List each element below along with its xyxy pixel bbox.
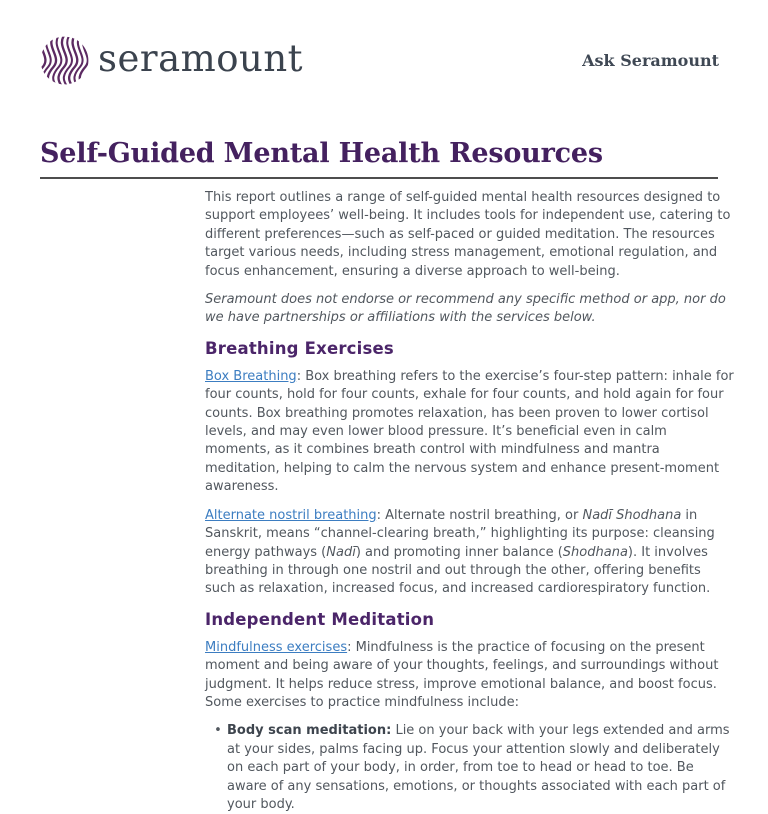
alternate-nostril-paragraph — [205, 507, 735, 599]
text-run: Shodhana — [562, 544, 628, 560]
text-run: Nadī — [326, 544, 356, 560]
body-scan-list-item — [205, 722, 735, 814]
text-run: ) and promoting inner balance ( — [355, 544, 563, 560]
text-run: This report outlines a range of self-guided mental health resources designed to support employees’ well-being. It includes tools for independent use, catering to different preferences—such as self-paced or guided meditation. The resources target various needs, including stress management, emotional regulation, and focus enhancement, ensuring a diverse approach to well-being. — [205, 190, 731, 279]
section-heading-breathing-exercises: Breathing Exercises — [205, 338, 394, 358]
section-heading-independent-meditation: Independent Meditation — [205, 609, 435, 629]
text-run: Body scan meditation: — [227, 723, 392, 739]
text-run: : Mindfulness is the practice of focusing on the present moment and being aware of your thoughts, feelings, and surroundings without judgment. It helps reduce stress, improve emotional balance, and boost focus. Some exercises to practice mindfulness include: — [205, 639, 719, 710]
text-run: Lie on your back with your legs extended and arms at your sides, palms facing up. Focus your attention slowly and deliberately on each part of your body, in order, from toe to head or head to toe. Be aware of any sensations, emotions, or thoughts associated with each part of your body. — [227, 723, 730, 812]
ask-seramount-link[interactable]: Ask Seramount — [582, 51, 719, 70]
text-run: in Sanskrit, means “channel-clearing breath,” highlighting its purpose: cleansing energy pathways ( — [205, 507, 715, 560]
intro-paragraph — [205, 189, 735, 281]
mindfulness-exercises-link[interactable]: Mindfulness exercises — [205, 639, 348, 655]
seramount-wordmark: seramount — [98, 37, 304, 80]
text-run: ). It involves breathing in through one nostril and out through the other, offering benefits such as relaxation, increased focus, and increased cardiorespiratory function. — [205, 544, 711, 597]
title-block — [40, 139, 718, 179]
document-body — [205, 189, 735, 814]
box-breathing-paragraph — [205, 368, 735, 497]
text-run: Seramount does not endorse or recommend any specific method or app, nor do we have partnerships or affiliations with the services below. — [205, 292, 726, 326]
alternate-nostril-breathing-link[interactable]: Alternate nostril breathing — [205, 507, 377, 523]
disclaimer-paragraph — [205, 291, 735, 328]
box-breathing-link[interactable]: Box Breathing — [205, 368, 297, 384]
mindfulness-paragraph — [205, 639, 735, 713]
text-run: : Alternate nostril breathing, or — [376, 507, 583, 523]
page-title: Self-Guided Mental Health Resources — [40, 138, 603, 169]
text-run: : Box breathing refers to the exercise’s four-step pattern: inhale for four counts, hold for four counts, exhale for four counts, and hold again for four counts. Box breathing promotes relaxation, has been proven to lower cortisol levels, and may even lower blood pressure. It’s beneficial even in calm moments, as it combines breath control with mindfulness and mantra meditation, helping to calm the nervous system and enhance present-moment awareness. — [205, 368, 734, 495]
seramount-logo-icon — [40, 36, 89, 85]
list-item-text — [227, 722, 735, 814]
text-run: Nadī Shodhana — [582, 507, 682, 523]
page-header — [0, 0, 768, 85]
bullet-marker: • — [214, 723, 222, 739]
